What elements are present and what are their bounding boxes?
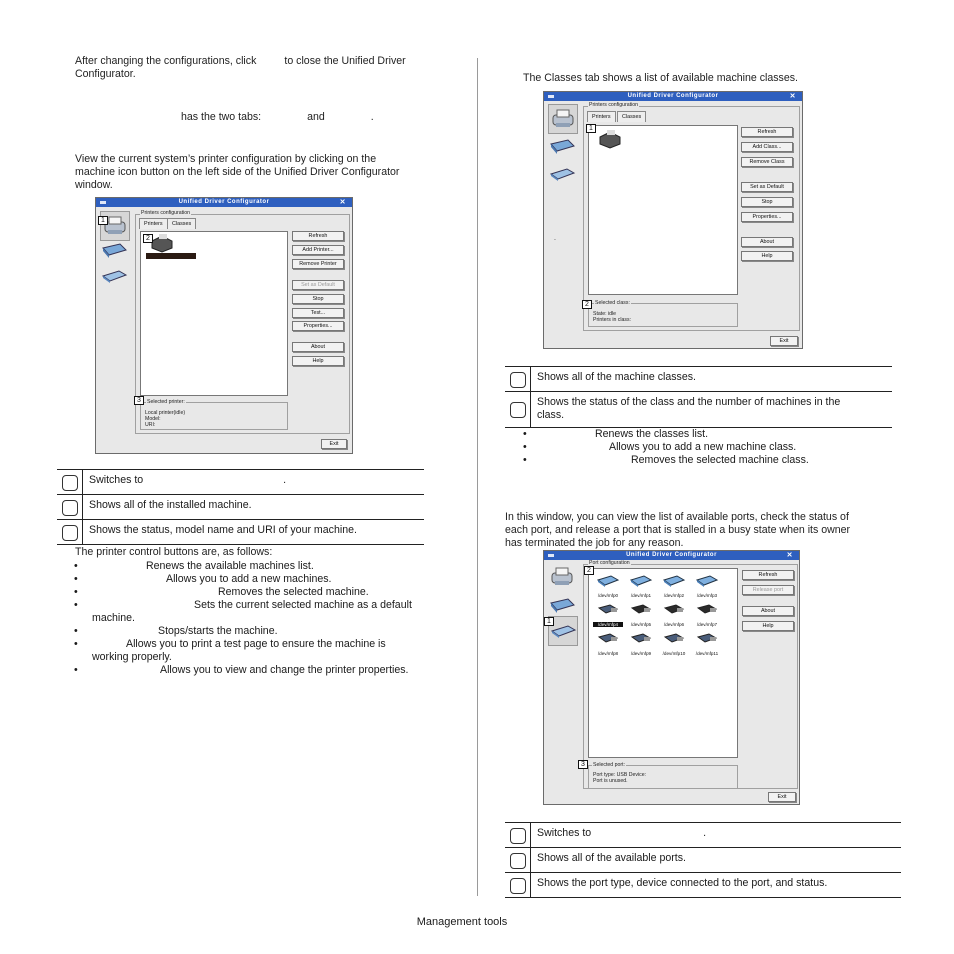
exit-button[interactable]: Exit (321, 439, 347, 449)
callout-row-2: Shows the status of the class and the number of machines in the class. (505, 392, 892, 428)
callout-number-3-icon (510, 878, 526, 894)
para-two-tabs: has the two tabs: and . (181, 111, 374, 123)
port-item[interactable] (692, 574, 722, 598)
printer-icon (549, 105, 577, 133)
printer-buttons-list (74, 560, 454, 677)
callout-row-2: Shows all of the installed machine. (57, 495, 424, 520)
port-label: /dev/mfp10 (662, 651, 686, 656)
ports-intro: In this window, you can view the list of available ports, check the status of each port, and release a port that is stalled in a busy state when its owner has terminated the job for any reason. (505, 511, 851, 549)
list-item: • Allows you to add a new machine class. (523, 441, 883, 454)
classes-intro: The Classes tab shows a list of available machine classes. (523, 72, 798, 84)
printer-list[interactable] (140, 231, 288, 396)
refresh-button[interactable]: Refresh (292, 231, 344, 241)
sidebar-printers-button[interactable] (548, 563, 578, 593)
window-menu-icon[interactable] (548, 554, 554, 557)
selected-class-info: State: idle Printers in class: (588, 303, 738, 327)
parallel-port-icon (596, 574, 620, 588)
column-divider (477, 58, 478, 896)
tab-printers[interactable]: Printers (587, 111, 616, 122)
properties-button[interactable]: Properties... (292, 321, 344, 331)
refresh-button[interactable]: Refresh (742, 570, 794, 580)
port-label: /dev/mfp5 (630, 622, 652, 627)
release-port-button[interactable]: Release port (742, 585, 794, 595)
port-icon (548, 160, 576, 188)
marker-1: 1 (98, 216, 108, 225)
printer-icon (548, 563, 576, 591)
remove-printer-button[interactable]: Remove Printer (292, 259, 344, 269)
sidebar-dot: . (554, 235, 556, 242)
window-titlebar: Unified Driver Configurator ✕ (544, 551, 799, 560)
port-item[interactable] (692, 632, 722, 656)
printers-config-legend: Printers configuration (141, 210, 191, 216)
sidebar-ports-button[interactable] (548, 160, 578, 190)
about-button[interactable]: About (741, 237, 793, 247)
callout-row-2: Shows all of the available ports. (505, 848, 901, 873)
callout-number-3-icon (62, 525, 78, 541)
selected-class-legend: Selected class: (595, 300, 630, 306)
help-button[interactable]: Help (742, 621, 794, 631)
window-titlebar: Unified Driver Configurator ✕ (544, 92, 802, 101)
callout-row-3: Shows the port type, device connected to the port, and status. (505, 873, 901, 898)
stop-button[interactable]: Stop (292, 294, 344, 304)
port-label: /dev/mfp11 (695, 651, 719, 656)
set-default-button[interactable]: Set as Default (741, 182, 793, 192)
usb-port-icon (662, 603, 686, 617)
marker-3: 3 (578, 760, 588, 769)
usb-port-icon (695, 632, 719, 646)
list-item: • Allows you to add a new machines. (74, 573, 454, 586)
port-item[interactable] (593, 632, 623, 656)
class-list[interactable] (588, 125, 738, 295)
port-label: /dev/mfp9 (630, 651, 652, 656)
help-button[interactable]: Help (741, 251, 793, 261)
set-default-button[interactable]: Set as Default (292, 280, 344, 290)
marker-2: 2 (584, 566, 594, 575)
parallel-port-icon (695, 574, 719, 588)
exit-button[interactable]: Exit (768, 792, 796, 802)
port-label: /dev/mfp0 (597, 593, 619, 598)
usb-port-icon (596, 632, 620, 646)
list-item: • Allows you to view and change the printer properties. (74, 664, 454, 677)
callout-row-3: Shows the status, model name and URI of your machine. (57, 520, 424, 545)
callout-number-2-icon (62, 500, 78, 516)
printer-class-icon (548, 591, 576, 619)
classes-config-legend: Printers configuration (589, 102, 639, 108)
add-printer-button[interactable]: Add Printer... (292, 245, 344, 255)
port-item[interactable] (659, 632, 689, 656)
callout-number-1-icon (510, 828, 526, 844)
page-footer: Management tools (416, 916, 508, 928)
usb-port-icon (596, 603, 620, 617)
ports-callout-table (505, 822, 901, 898)
port-item[interactable] (626, 603, 656, 627)
port-label: /dev/mfp2 (663, 593, 685, 598)
list-item: • Sets the current selected machine as a default machine. (74, 599, 454, 625)
port-item[interactable] (692, 603, 722, 627)
port-item[interactable] (626, 574, 656, 598)
printer-class-icon (548, 132, 576, 160)
para-close-configurator: After changing the configurations, click to close the Unified Driver Configurator. (75, 55, 406, 80)
selected-printer-legend: Selected printer: (147, 399, 185, 405)
refresh-button[interactable]: Refresh (741, 127, 793, 137)
port-item[interactable] (593, 574, 623, 598)
port-label: /dev/mfp4 (593, 622, 623, 627)
usb-port-icon (662, 632, 686, 646)
tab-classes[interactable]: Classes (167, 218, 196, 229)
marker-2: 2 (143, 234, 153, 243)
callout-row-1: Shows all of the machine classes. (505, 367, 892, 392)
list-item: • Stops/starts the machine. (74, 625, 454, 638)
parallel-port-icon (629, 574, 653, 588)
port-label: /dev/mfp3 (696, 593, 718, 598)
selected-printer-info: Local printer(idle) Model: URI: (140, 402, 288, 430)
classes-buttons-list (523, 428, 883, 467)
port-icon (100, 262, 128, 290)
parallel-port-icon (662, 574, 686, 588)
about-button[interactable]: About (742, 606, 794, 616)
list-item: • Renews the available machines list. (74, 560, 454, 573)
remove-class-button[interactable]: Remove Class (741, 157, 793, 167)
usb-port-icon (629, 603, 653, 617)
callout-row-1: Switches to . (57, 470, 424, 495)
stop-button[interactable]: Stop (741, 197, 793, 207)
port-label: /dev/mfp6 (663, 622, 685, 627)
printer-class-icon (100, 236, 128, 264)
tab-printers[interactable]: Printers (139, 218, 168, 229)
printers-window-screenshot (95, 197, 353, 454)
port-label: /dev/mfp7 (696, 622, 718, 627)
para-printers-intro: View the current system’s printer configuration by clicking on the machine icon button on the left side of the Unified Driver Configurator window. (75, 153, 400, 191)
port-item[interactable] (626, 632, 656, 656)
classes-callout-table (505, 366, 892, 428)
port-config-legend: Port configuration (589, 560, 630, 566)
callout-row-1: Switches to . (505, 823, 901, 848)
list-item: • Removes the selected machine class. (523, 454, 883, 467)
list-item: • Renews the classes list. (523, 428, 883, 441)
marker-3: 3 (134, 396, 144, 405)
callout-number-2-icon (510, 402, 526, 418)
window-menu-icon[interactable] (548, 95, 554, 98)
marker-1: 1 (586, 124, 596, 133)
close-icon[interactable]: ✕ (339, 199, 346, 206)
close-icon[interactable]: ✕ (789, 93, 796, 100)
list-item: • Removes the selected machine. (74, 586, 454, 599)
usb-port-icon (629, 632, 653, 646)
exit-button[interactable]: Exit (770, 336, 798, 346)
selected-port-info: Port type: USB Device: Port is unused. (588, 765, 738, 789)
properties-button[interactable]: Properties... (741, 212, 793, 222)
window-menu-icon[interactable] (100, 201, 106, 204)
list-item: • Allows you to print a test page to ensure the machine is working properly. (74, 638, 454, 664)
selected-printer-bar[interactable] (146, 253, 196, 259)
port-list[interactable] (588, 568, 738, 758)
printer-buttons-intro: The printer control buttons are, as follows: (75, 546, 273, 558)
close-icon[interactable]: ✕ (786, 552, 793, 559)
sidebar-ports-button[interactable] (100, 262, 130, 292)
marker-1: 1 (544, 617, 554, 626)
add-class-button[interactable]: Add Class... (741, 142, 793, 152)
callout-number-2-icon (510, 853, 526, 869)
ports-window-screenshot (543, 550, 800, 805)
sidebar-printers-button[interactable] (548, 104, 578, 134)
port-label: /dev/mfp1 (630, 593, 652, 598)
marker-2: 2 (582, 300, 592, 309)
callout-number-1-icon (510, 372, 526, 388)
test-button[interactable]: Test... (292, 308, 344, 318)
about-button[interactable]: About (292, 342, 344, 352)
window-titlebar: Unified Driver Configurator ✕ (96, 198, 352, 207)
classes-window-screenshot (543, 91, 803, 349)
help-button[interactable]: Help (292, 356, 344, 366)
tab-classes[interactable]: Classes (617, 111, 646, 122)
selected-port-legend: Selected port: (593, 762, 626, 768)
sidebar-classes-button[interactable] (548, 132, 578, 162)
port-label: /dev/mfp8 (597, 651, 619, 656)
printers-callout-table (57, 469, 424, 545)
usb-port-icon (695, 603, 719, 617)
callout-number-1-icon (62, 475, 78, 491)
port-item[interactable] (659, 574, 689, 598)
printer-class-icon (597, 129, 623, 149)
port-item[interactable] (659, 603, 689, 627)
port-item[interactable] (593, 603, 623, 627)
